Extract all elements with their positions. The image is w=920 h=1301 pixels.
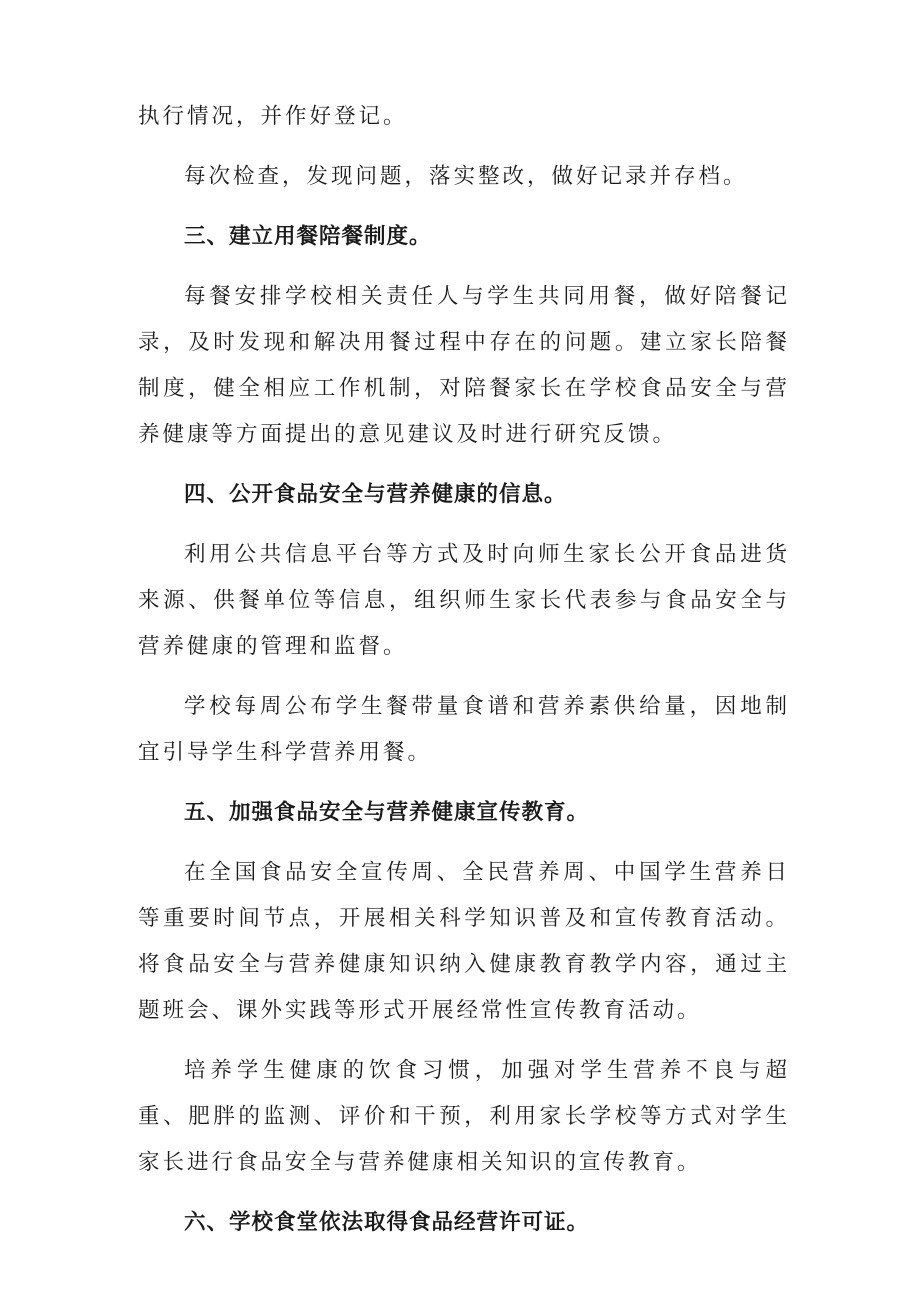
section-heading-5: 五、加强食品安全与营养健康宣传教育。 <box>184 800 590 825</box>
paragraph-section-3: 每餐安排学校相关责任人与学生共同用餐，做好陪餐记录，及时发现和解决用餐过程中存在的问题。建立家长陪餐制度，健全相应工作机制，对陪餐家长在学校食品安全与营养健康等方面提出的意见建议及时进行研究反馈。 <box>138 284 790 447</box>
paragraph-section-4b: 学校每周公布学生餐带量食谱和营养素供给量，因地制宜引导学生科学营养用餐。 <box>138 694 790 765</box>
section-heading-6: 六、学校食堂依法取得食品经营许可证。 <box>184 1210 590 1235</box>
document-body <box>138 94 790 1260</box>
paragraph-section-5b: 培养学生健康的饮食习惯，加强对学生营养不良与超重、肥胖的监测、评价和干预，利用家长学校等方式对学生家长进行食品安全与营养健康相关知识的宣传教育。 <box>138 1058 790 1175</box>
paragraph-section-5a: 在全国食品安全宣传周、全民营养周、中国学生营养日等重要时间节点，开展相关科学知识普及和宣传教育活动。将食品安全与营养健康知识纳入健康教育教学内容，通过主题班会、课外实践等形式开展经常性宣传教育活动。 <box>138 860 790 1023</box>
paragraph-check: 每次检查，发现问题，落实整改，做好记录并存档。 <box>184 164 748 189</box>
section-heading-4: 四、公开食品安全与营养健康的信息。 <box>184 482 567 507</box>
section-heading-3: 三、建立用餐陪餐制度。 <box>184 224 432 249</box>
paragraph-continued: 执行情况，并作好登记。 <box>138 104 408 129</box>
paragraph-section-4a: 利用公共信息平台等方式及时向师生家长公开食品进货来源、供餐单位等信息，组织师生家长代表参与食品安全与营养健康的管理和监督。 <box>138 542 790 659</box>
